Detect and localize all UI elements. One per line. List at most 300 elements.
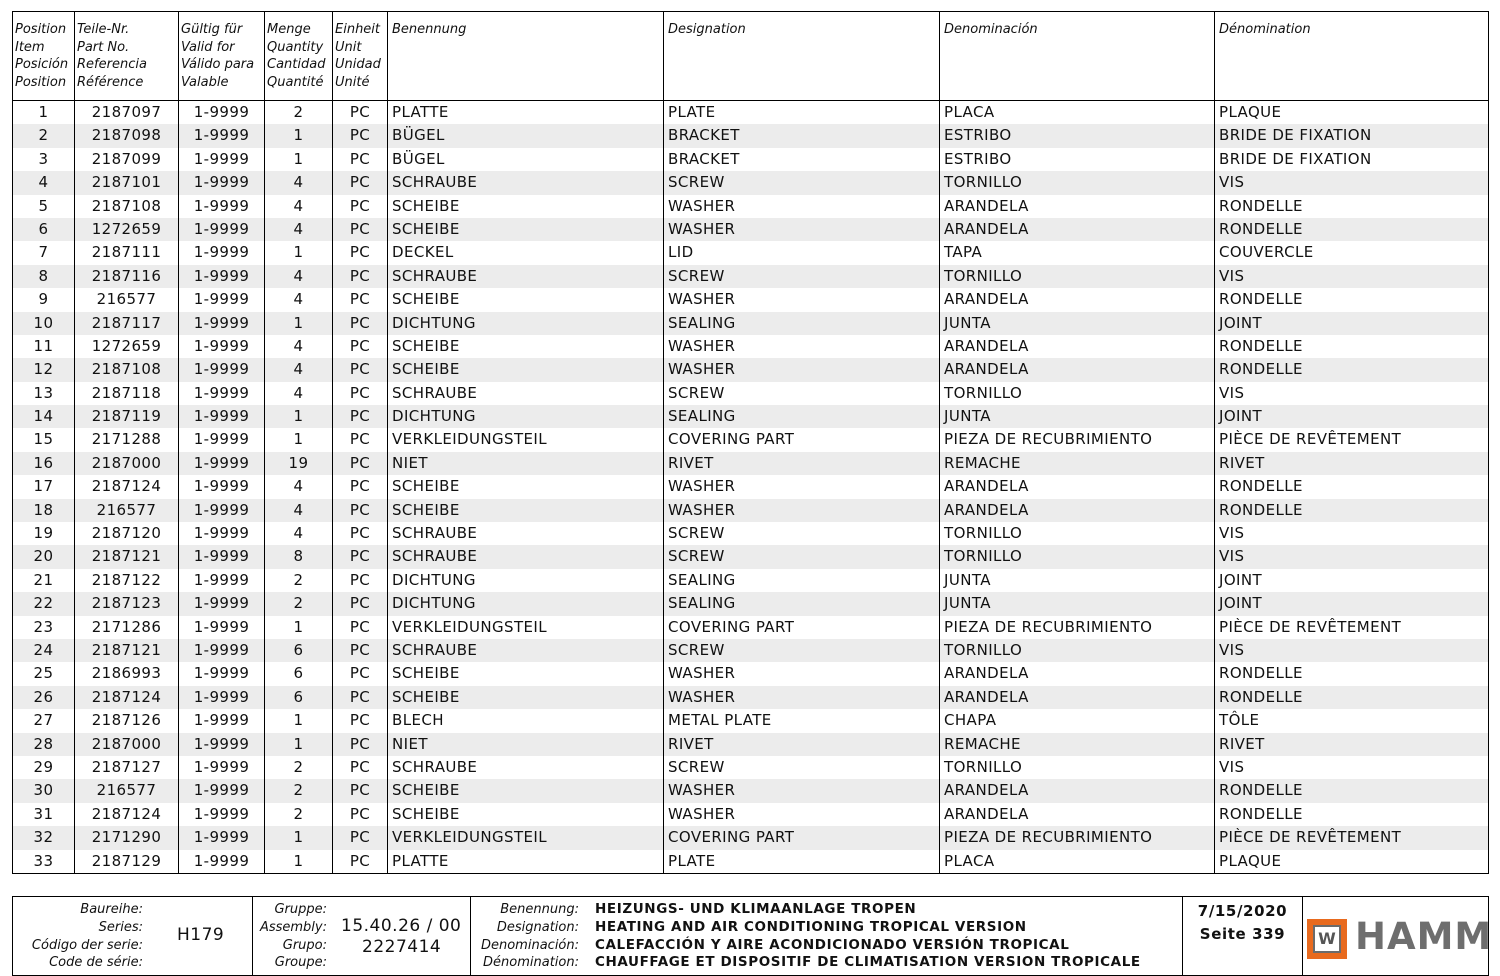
cell-quantity: 1: [265, 428, 333, 451]
cell-unit: PC: [333, 803, 388, 826]
table-row: [13, 545, 1488, 568]
cell-position: 29: [13, 756, 75, 779]
cell-designation: WASHER: [664, 803, 940, 826]
cell-designation: SCREW: [664, 545, 940, 568]
cell-valid-for: 1-9999: [179, 826, 265, 849]
cell-valid-for: 1-9999: [179, 850, 265, 873]
table-row: [13, 779, 1488, 802]
cell-part-no: 2187101: [75, 171, 179, 194]
cell-unit: PC: [333, 171, 388, 194]
cell-designation: SEALING: [664, 592, 940, 615]
brand-name: HAMM: [1355, 915, 1493, 958]
cell-denomination: RIVET: [1219, 734, 1265, 753]
cell-denomination: JOINT: [1219, 594, 1263, 613]
cell-quantity: 4: [265, 522, 333, 545]
cell-valid-for: 1-9999: [179, 522, 265, 545]
cell-unit: PC: [333, 218, 388, 241]
cell-designation: WASHER: [664, 335, 940, 358]
cell-benennung: SCHRAUBE: [388, 382, 664, 405]
cell-quantity: 1: [265, 850, 333, 873]
cell-denominacion: TORNILLO: [940, 756, 1215, 779]
cell-position: 32: [13, 826, 75, 849]
cell-part-no: 2171286: [75, 616, 179, 639]
cell-part-no: 2187099: [75, 148, 179, 171]
cell-unit: PC: [333, 195, 388, 218]
table-header: [13, 12, 1488, 101]
cell-part-no: 2187118: [75, 382, 179, 405]
table-row: [13, 639, 1488, 662]
cell-denomination: JOINT: [1219, 313, 1263, 332]
cell-benennung: VERKLEIDUNGSTEIL: [388, 616, 664, 639]
cell-position: 3: [13, 148, 75, 171]
cell-benennung: DICHTUNG: [388, 312, 664, 335]
cell-denominacion: PIEZA DE RECUBRIMIENTO: [940, 616, 1215, 639]
cell-position: 31: [13, 803, 75, 826]
cell-denominacion: PLACA: [940, 850, 1215, 873]
cell-unit: PC: [333, 616, 388, 639]
cell-part-no: 2187098: [75, 124, 179, 147]
cell-quantity: 4: [265, 288, 333, 311]
cell-designation: WASHER: [664, 218, 940, 241]
cell-unit: PC: [333, 382, 388, 405]
cell-denomination: VIS: [1219, 757, 1245, 776]
cell-part-no: 2187124: [75, 803, 179, 826]
cell-quantity: 2: [265, 803, 333, 826]
cell-denominacion: ARANDELA: [940, 803, 1215, 826]
cell-denominacion: ARANDELA: [940, 499, 1215, 522]
cell-denomination: TÔLE: [1219, 711, 1260, 730]
cell-part-no: 2187117: [75, 312, 179, 335]
cell-valid-for: 1-9999: [179, 335, 265, 358]
cell-valid-for: 1-9999: [179, 405, 265, 428]
cell-denominacion: TORNILLO: [940, 265, 1215, 288]
cell-quantity: 4: [265, 218, 333, 241]
cell-designation: RIVET: [664, 733, 940, 756]
cell-valid-for: 1-9999: [179, 803, 265, 826]
cell-benennung: BÜGEL: [388, 124, 664, 147]
cell-unit: PC: [333, 850, 388, 873]
cell-valid-for: 1-9999: [179, 452, 265, 475]
cell-benennung: SCHRAUBE: [388, 522, 664, 545]
cell-part-no: 2187121: [75, 545, 179, 568]
cell-benennung: NIET: [388, 452, 664, 475]
cell-valid-for: 1-9999: [179, 312, 265, 335]
cell-quantity: 4: [265, 382, 333, 405]
cell-valid-for: 1-9999: [179, 592, 265, 615]
cell-denomination: VIS: [1219, 266, 1245, 285]
cell-denominacion: JUNTA: [940, 312, 1215, 335]
cell-unit: PC: [333, 101, 388, 124]
cell-position: 6: [13, 218, 75, 241]
cell-denomination: PLAQUE: [1219, 103, 1282, 121]
cell-position: 19: [13, 522, 75, 545]
cell-quantity: 4: [265, 171, 333, 194]
cell-part-no: 2186993: [75, 662, 179, 685]
cell-designation: SEALING: [664, 405, 940, 428]
cell-benennung: VERKLEIDUNGSTEIL: [388, 428, 664, 451]
header-benennung: Benennung: [388, 12, 664, 100]
cell-quantity: 1: [265, 826, 333, 849]
cell-unit: PC: [333, 662, 388, 685]
cell-quantity: 2: [265, 779, 333, 802]
parts-table: [12, 11, 1489, 874]
cell-designation: COVERING PART: [664, 616, 940, 639]
cell-benennung: SCHRAUBE: [388, 545, 664, 568]
cell-valid-for: 1-9999: [179, 288, 265, 311]
cell-designation: BRACKET: [664, 124, 940, 147]
table-body: [13, 101, 1488, 873]
cell-valid-for: 1-9999: [179, 569, 265, 592]
cell-valid-for: 1-9999: [179, 171, 265, 194]
cell-part-no: 2187097: [75, 101, 179, 124]
cell-benennung: PLATTE: [388, 101, 664, 124]
table-row: [13, 522, 1488, 545]
header-part-no: Teile-Nr. Part No. Referencia Référence: [75, 12, 179, 100]
cell-quantity: 19: [265, 452, 333, 475]
cell-part-no: 2187000: [75, 452, 179, 475]
cell-designation: WASHER: [664, 779, 940, 802]
cell-denomination: JOINT: [1219, 407, 1263, 426]
cell-benennung: DECKEL: [388, 241, 664, 264]
cell-designation: WASHER: [664, 475, 940, 498]
cell-unit: PC: [333, 335, 388, 358]
cell-denomination: RONDELLE: [1219, 360, 1303, 379]
cell-denomination: COUVERCLE: [1219, 243, 1314, 262]
header-designation: Designation: [664, 12, 940, 100]
cell-designation: BRACKET: [664, 148, 940, 171]
series-labels: Baureihe: Series: Código der serie: Code de série:: [31, 902, 143, 971]
table-row: [13, 756, 1488, 779]
cell-designation: WASHER: [664, 662, 940, 685]
cell-denominacion: TAPA: [940, 241, 1215, 264]
cell-position: 22: [13, 592, 75, 615]
cell-position: 26: [13, 686, 75, 709]
cell-designation: SCREW: [664, 171, 940, 194]
cell-benennung: DICHTUNG: [388, 592, 664, 615]
cell-denominacion: PIEZA DE RECUBRIMIENTO: [940, 428, 1215, 451]
cell-denominacion: TORNILLO: [940, 545, 1215, 568]
cell-denomination: PLAQUE: [1219, 851, 1282, 870]
cell-designation: LID: [664, 241, 940, 264]
cell-valid-for: 1-9999: [179, 499, 265, 522]
cell-quantity: 1: [265, 733, 333, 756]
cell-designation: SCREW: [664, 522, 940, 545]
cell-quantity: 8: [265, 545, 333, 568]
cell-designation: WASHER: [664, 358, 940, 381]
cell-denomination: RONDELLE: [1219, 500, 1303, 519]
cell-denomination: VIS: [1219, 524, 1245, 543]
cell-denominacion: TORNILLO: [940, 522, 1215, 545]
cell-position: 9: [13, 288, 75, 311]
cell-position: 7: [13, 241, 75, 264]
page-number: Seite 339: [1199, 925, 1286, 943]
cell-quantity: 1: [265, 124, 333, 147]
table-row: [13, 499, 1488, 522]
cell-designation: WASHER: [664, 499, 940, 522]
cell-quantity: 4: [265, 195, 333, 218]
cell-position: 10: [13, 312, 75, 335]
cell-benennung: SCHEIBE: [388, 475, 664, 498]
table-row: [13, 335, 1488, 358]
cell-part-no: 2187129: [75, 850, 179, 873]
cell-benennung: DICHTUNG: [388, 405, 664, 428]
cell-benennung: SCHEIBE: [388, 335, 664, 358]
table-row: [13, 686, 1488, 709]
cell-valid-for: 1-9999: [179, 639, 265, 662]
table-row: [13, 428, 1488, 451]
cell-quantity: 4: [265, 335, 333, 358]
cell-valid-for: 1-9999: [179, 545, 265, 568]
table-row: [13, 569, 1488, 592]
cell-designation: SEALING: [664, 569, 940, 592]
cell-quantity: 6: [265, 662, 333, 685]
cell-quantity: 4: [265, 358, 333, 381]
cell-denomination: RONDELLE: [1219, 781, 1303, 800]
cell-unit: PC: [333, 358, 388, 381]
cell-position: 24: [13, 639, 75, 662]
cell-designation: SCREW: [664, 382, 940, 405]
cell-unit: PC: [333, 452, 388, 475]
cell-part-no: 216577: [75, 499, 179, 522]
cell-benennung: SCHEIBE: [388, 218, 664, 241]
cell-unit: PC: [333, 148, 388, 171]
designation-labels: Benennung: Designation: Denominación: Dénomination:: [480, 902, 579, 971]
cell-quantity: 1: [265, 241, 333, 264]
cell-unit: PC: [333, 265, 388, 288]
table-row: [13, 733, 1488, 756]
table-row: [13, 382, 1488, 405]
cell-denomination: VIS: [1219, 173, 1245, 192]
cell-unit: PC: [333, 756, 388, 779]
cell-position: 21: [13, 569, 75, 592]
cell-valid-for: 1-9999: [179, 241, 265, 264]
cell-position: 25: [13, 662, 75, 685]
table-row: [13, 171, 1488, 194]
cell-benennung: SCHEIBE: [388, 499, 664, 522]
cell-denominacion: JUNTA: [940, 569, 1215, 592]
cell-designation: WASHER: [664, 195, 940, 218]
cell-denominacion: ARANDELA: [940, 475, 1215, 498]
header-denomination: Dénomination: [1219, 22, 1311, 37]
cell-quantity: 1: [265, 405, 333, 428]
cell-valid-for: 1-9999: [179, 101, 265, 124]
table-row: [13, 241, 1488, 264]
cell-part-no: 1272659: [75, 335, 179, 358]
cell-designation: SCREW: [664, 265, 940, 288]
cell-part-no: 2187116: [75, 265, 179, 288]
date-page-block: [1183, 897, 1303, 975]
cell-position: 16: [13, 452, 75, 475]
cell-benennung: PLATTE: [388, 850, 664, 873]
cell-benennung: SCHEIBE: [388, 195, 664, 218]
cell-quantity: 6: [265, 639, 333, 662]
cell-designation: SCREW: [664, 639, 940, 662]
cell-unit: PC: [333, 475, 388, 498]
wirtgen-logo-icon: W: [1307, 919, 1347, 959]
cell-position: 2: [13, 124, 75, 147]
table-row: [13, 124, 1488, 147]
cell-unit: PC: [333, 405, 388, 428]
cell-designation: WASHER: [664, 288, 940, 311]
cell-part-no: 216577: [75, 779, 179, 802]
cell-denomination: RONDELLE: [1219, 664, 1303, 683]
cell-denomination: PIÈCE DE REVÊTEMENT: [1219, 828, 1402, 847]
cell-designation: SCREW: [664, 756, 940, 779]
table-row: [13, 312, 1488, 335]
cell-denomination: BRIDE DE FIXATION: [1219, 149, 1372, 168]
cell-designation: COVERING PART: [664, 826, 940, 849]
cell-position: 8: [13, 265, 75, 288]
cell-unit: PC: [333, 428, 388, 451]
table-row: [13, 709, 1488, 732]
cell-part-no: 2187120: [75, 522, 179, 545]
cell-designation: SEALING: [664, 312, 940, 335]
cell-designation: WASHER: [664, 686, 940, 709]
cell-part-no: 1272659: [75, 218, 179, 241]
cell-designation: RIVET: [664, 452, 940, 475]
cell-position: 15: [13, 428, 75, 451]
table-row: [13, 218, 1488, 241]
cell-position: 27: [13, 709, 75, 732]
cell-unit: PC: [333, 733, 388, 756]
cell-denomination: BRIDE DE FIXATION: [1219, 126, 1372, 145]
cell-part-no: 2187123: [75, 592, 179, 615]
table-row: [13, 405, 1488, 428]
table-row: [13, 850, 1488, 873]
cell-position: 11: [13, 335, 75, 358]
cell-benennung: SCHEIBE: [388, 662, 664, 685]
cell-position: 23: [13, 616, 75, 639]
cell-quantity: 1: [265, 709, 333, 732]
cell-part-no: 2187122: [75, 569, 179, 592]
cell-denomination: RONDELLE: [1219, 687, 1303, 706]
cell-benennung: SCHEIBE: [388, 686, 664, 709]
cell-denominacion: ARANDELA: [940, 288, 1215, 311]
cell-quantity: 1: [265, 312, 333, 335]
cell-valid-for: 1-9999: [179, 382, 265, 405]
cell-position: 28: [13, 733, 75, 756]
cell-denominacion: PLACA: [940, 101, 1215, 124]
cell-part-no: 216577: [75, 288, 179, 311]
cell-position: 1: [13, 101, 75, 124]
cell-quantity: 4: [265, 499, 333, 522]
cell-valid-for: 1-9999: [179, 475, 265, 498]
designation-values: HEIZUNGS- UND KLIMAANLAGE TROPEN HEATING AND AIR CONDITIONING TROPICAL VERSION CALEFACCIÓN Y AIRE ACONDICIONADO VERSIÓN TROPICAL CHAUFFAGE ET DISPOSITIF DE CLIMATISATION VERSION TROPICALE: [595, 901, 1141, 971]
assembly-value: 15.40.26 / 00: [341, 916, 462, 936]
cell-part-no: 2187108: [75, 358, 179, 381]
cell-denomination: VIS: [1219, 547, 1245, 566]
cell-part-no: 2187127: [75, 756, 179, 779]
cell-valid-for: 1-9999: [179, 779, 265, 802]
cell-valid-for: 1-9999: [179, 358, 265, 381]
cell-valid-for: 1-9999: [179, 709, 265, 732]
cell-denominacion: TORNILLO: [940, 639, 1215, 662]
table-row: [13, 452, 1488, 475]
cell-denomination: RONDELLE: [1219, 477, 1303, 496]
cell-denomination: PIÈCE DE REVÊTEMENT: [1219, 617, 1402, 636]
cell-benennung: SCHEIBE: [388, 803, 664, 826]
cell-benennung: BLECH: [388, 709, 664, 732]
cell-valid-for: 1-9999: [179, 265, 265, 288]
header-denominacion: Denominación: [940, 12, 1215, 100]
assembly-block: [253, 897, 471, 975]
cell-denominacion: REMACHE: [940, 733, 1215, 756]
cell-part-no: 2187126: [75, 709, 179, 732]
cell-benennung: SCHRAUBE: [388, 639, 664, 662]
cell-valid-for: 1-9999: [179, 756, 265, 779]
cell-denominacion: ARANDELA: [940, 358, 1215, 381]
cell-denomination: RONDELLE: [1219, 196, 1303, 215]
cell-denominacion: ARANDELA: [940, 686, 1215, 709]
cell-denomination: RIVET: [1219, 453, 1265, 472]
table-row: [13, 616, 1488, 639]
cell-position: 14: [13, 405, 75, 428]
cell-unit: PC: [333, 779, 388, 802]
cell-valid-for: 1-9999: [179, 686, 265, 709]
cell-valid-for: 1-9999: [179, 428, 265, 451]
cell-denominacion: TORNILLO: [940, 382, 1215, 405]
cell-part-no: 2187000: [75, 733, 179, 756]
assembly-number: 2227414: [362, 937, 442, 957]
cell-quantity: 6: [265, 686, 333, 709]
cell-denomination: VIS: [1219, 383, 1245, 402]
cell-benennung: DICHTUNG: [388, 569, 664, 592]
designation-block: [471, 897, 1183, 975]
cell-position: 12: [13, 358, 75, 381]
cell-denominacion: ARANDELA: [940, 195, 1215, 218]
cell-part-no: 2187111: [75, 241, 179, 264]
title-block: [12, 896, 1493, 976]
cell-valid-for: 1-9999: [179, 662, 265, 685]
cell-unit: PC: [333, 639, 388, 662]
cell-denomination: RONDELLE: [1219, 804, 1303, 823]
print-date: 7/15/2020: [1197, 902, 1288, 920]
cell-part-no: 2171288: [75, 428, 179, 451]
table-row: [13, 662, 1488, 685]
cell-denominacion: JUNTA: [940, 405, 1215, 428]
table-row: [13, 475, 1488, 498]
cell-denomination: JOINT: [1219, 570, 1263, 589]
cell-position: 33: [13, 850, 75, 873]
cell-quantity: 1: [265, 148, 333, 171]
table-row: [13, 803, 1488, 826]
brand-logo: [1303, 897, 1493, 975]
cell-valid-for: 1-9999: [179, 218, 265, 241]
cell-quantity: 2: [265, 592, 333, 615]
table-row: [13, 288, 1488, 311]
table-row: [13, 101, 1488, 124]
table-row: [13, 265, 1488, 288]
cell-unit: PC: [333, 592, 388, 615]
cell-part-no: 2187121: [75, 639, 179, 662]
cell-position: 13: [13, 382, 75, 405]
cell-denominacion: PIEZA DE RECUBRIMIENTO: [940, 826, 1215, 849]
cell-benennung: SCHEIBE: [388, 779, 664, 802]
cell-valid-for: 1-9999: [179, 733, 265, 756]
cell-denomination: VIS: [1219, 640, 1245, 659]
cell-unit: PC: [333, 241, 388, 264]
header-position: Position Item Posición Position: [13, 12, 75, 100]
cell-quantity: 4: [265, 265, 333, 288]
table-row: [13, 826, 1488, 849]
cell-quantity: 1: [265, 616, 333, 639]
cell-designation: COVERING PART: [664, 428, 940, 451]
cell-unit: PC: [333, 569, 388, 592]
cell-quantity: 4: [265, 475, 333, 498]
cell-denominacion: CHAPA: [940, 709, 1215, 732]
cell-position: 18: [13, 499, 75, 522]
table-row: [13, 592, 1488, 615]
